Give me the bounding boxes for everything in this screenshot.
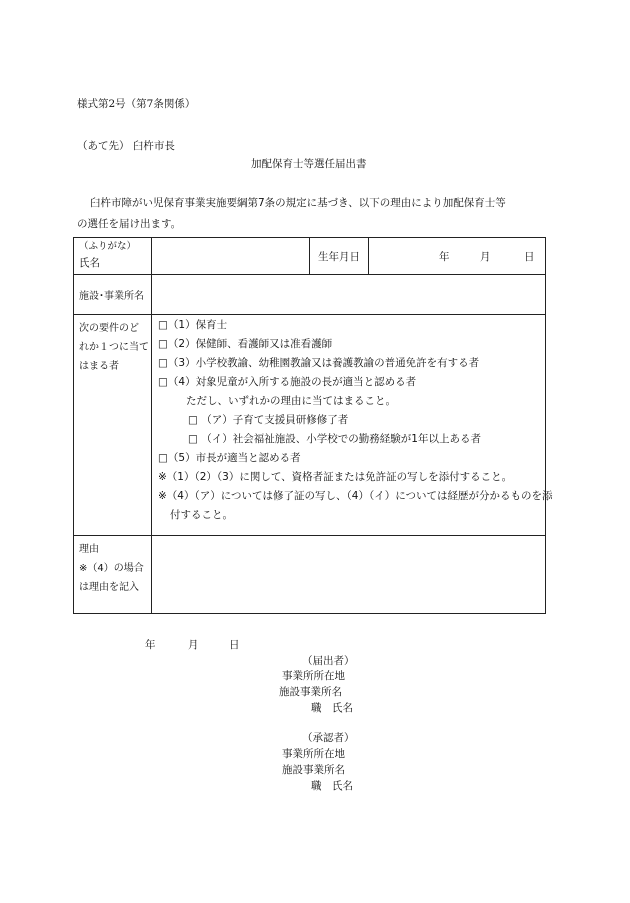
- notifier-facility-label: 施設事業所名: [279, 686, 342, 698]
- birth-month-label: 月: [480, 251, 491, 263]
- requirements-cell: [152, 315, 553, 536]
- requirement-text: ※（4）（ア）については修了証の写し、（4）（イ）については経歴が分かるものを添: [158, 490, 553, 502]
- birthdate-label: 生年月日: [318, 250, 360, 263]
- requirement-text: □ （ア）子育て支援員研修修了者: [188, 414, 349, 426]
- requirement-text: □（1）保育士: [158, 319, 228, 331]
- attachment-note: [152, 506, 545, 525]
- requirement-text: □（5）市長が適当と認める者: [158, 452, 301, 464]
- page-title: 加配保育士等選任届出書: [251, 158, 367, 170]
- requirements-label-cell: [74, 315, 152, 536]
- notifier-name-label: 職 氏名: [311, 702, 353, 714]
- birth-day-label: 日: [524, 251, 535, 263]
- requirement-item[interactable]: [152, 449, 545, 468]
- requirement-text: □ （イ）社会福祉施設、小学校での勤務経験が1年以上ある者: [188, 433, 481, 445]
- requirement-text: ただし、いずれかの理由に当てはまること。: [186, 395, 396, 407]
- requirement-item[interactable]: [152, 373, 545, 392]
- approver-address-label: 事業所所在地: [282, 748, 345, 760]
- requirement-item[interactable]: [152, 335, 545, 354]
- birth-year-label: 年: [439, 251, 450, 263]
- form-table: [73, 237, 553, 614]
- intro-line-2: の選任を届け出ます。: [77, 218, 182, 230]
- requirement-text: □（4）対象児童が入所する施設の長が適当と認める者: [158, 376, 417, 388]
- attachment-note: [152, 468, 545, 487]
- attachment-note: [152, 487, 553, 506]
- intro-line-1: 臼杵市障がい児保育事業実施要綱第7条の規定に基づき、以下の理由により加配保育士等: [90, 197, 506, 209]
- notifier-address-label: 事業所所在地: [282, 670, 345, 682]
- furigana-label: （ふりがな）: [79, 241, 137, 252]
- name-label: 氏名: [79, 257, 100, 269]
- approver-role: （承認者）: [302, 732, 355, 744]
- requirements-label-line: はまる者: [79, 361, 119, 372]
- facility-field[interactable]: [152, 275, 546, 315]
- notifier-role: （届出者）: [302, 655, 355, 667]
- addressee: （あて先） 臼杵市長: [77, 140, 175, 152]
- requirement-text: ※（1）（2）（3）に関して、資格者証または免許証の写しを添付すること。: [158, 471, 513, 483]
- requirement-text: □（2）保健師、看護師又は准看護師: [158, 338, 333, 350]
- birthdate-field[interactable]: [369, 238, 546, 275]
- reason-label-line: ※（4）の場合: [79, 563, 144, 574]
- form-number: 様式第2号（第7条関係）: [77, 98, 196, 110]
- footer-day-label: 日: [229, 639, 240, 651]
- requirement-text: □（3）小学校教諭、幼稚園教諭又は養護教諭の普通免許を有する者: [158, 357, 480, 369]
- facility-label-cell: [74, 275, 152, 315]
- birthdate-label-cell: [310, 238, 369, 275]
- facility-label: 施設･事業所名: [79, 291, 144, 302]
- requirement-item[interactable]: [152, 354, 545, 373]
- requirement-subitem[interactable]: [152, 430, 545, 449]
- footer-year-label: 年: [145, 639, 156, 651]
- reason-label-cell: [74, 536, 152, 614]
- footer-month-label: 月: [188, 639, 199, 651]
- requirement-text: 付すること。: [170, 509, 233, 521]
- requirement-note: [152, 392, 545, 411]
- requirement-subitem[interactable]: [152, 411, 545, 430]
- approver-facility-label: 施設事業所名: [282, 764, 345, 776]
- reason-label-line: 理由: [79, 544, 99, 555]
- reason-field[interactable]: [152, 536, 546, 614]
- name-label-cell: [74, 238, 152, 275]
- requirements-label-line: 次の要件のど: [79, 323, 139, 334]
- requirements-label-line: れか１つに当て: [79, 342, 149, 353]
- reason-label-line: は理由を記入: [79, 582, 139, 593]
- approver-name-label: 職 氏名: [311, 780, 353, 792]
- name-field[interactable]: [152, 238, 310, 275]
- requirement-item[interactable]: [152, 316, 545, 335]
